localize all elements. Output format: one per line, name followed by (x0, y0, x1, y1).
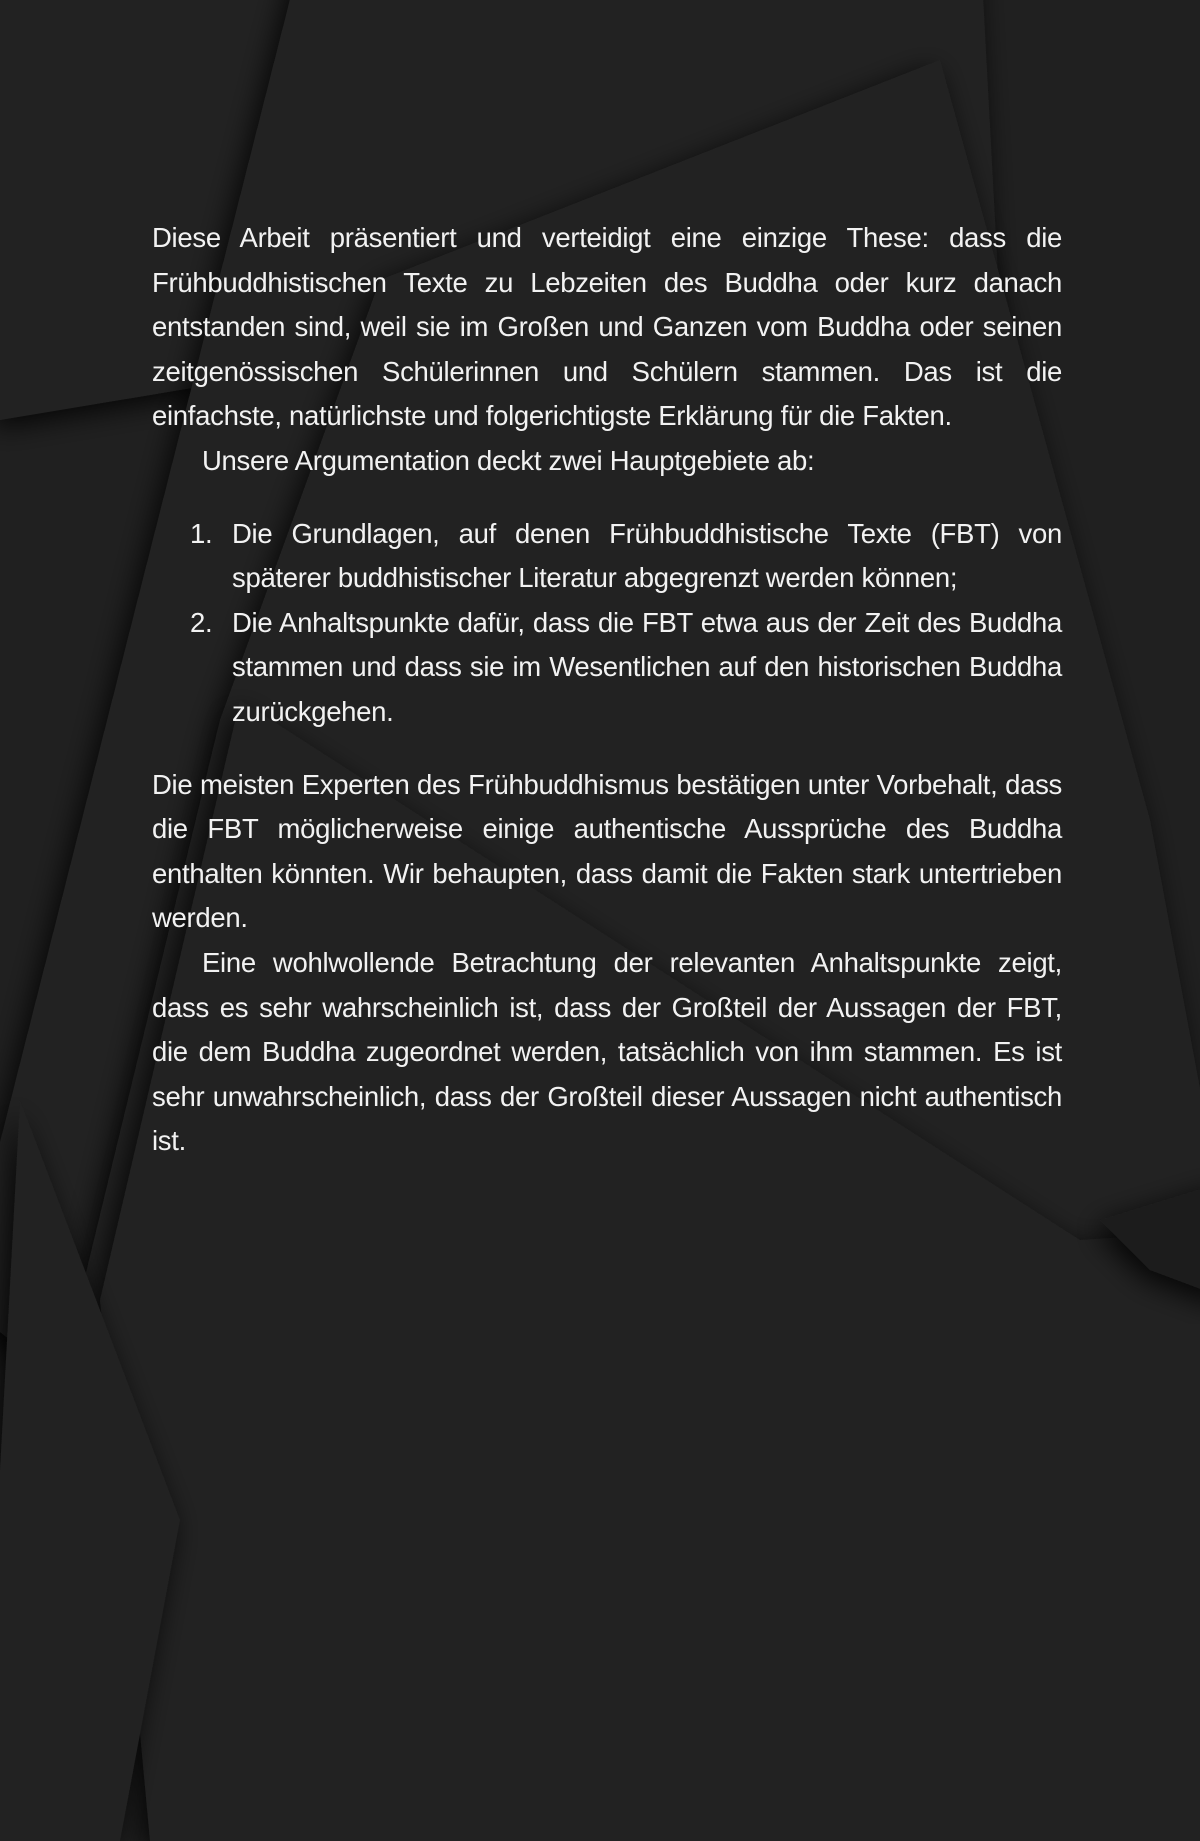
list-item (152, 512, 1062, 601)
list-item-text: Die Anhaltspunkte dafür, dass die FBT etwa aus der Zeit des Buddha stammen und dass sie im Wesentlichen auf den historischen Buddha zurückgehen. (232, 606, 1062, 727)
list-number: 2. (190, 606, 213, 638)
paragraph-thesis: Diese Arbeit präsentiert und verteidigt eine einzige These: dass die Frühbuddhistischen Texte zu Lebzeiten des Buddha oder kurz danach entstanden sind, weil sie im Großen und Ganzen vom Buddha oder seinen zeitgenössischen Schülerinnen und Schülern stammen. Das ist die einfachste, natürlichste und folgerichtigste Erklärung für die Fakten. (152, 222, 1062, 432)
paragraph-argument-intro: Unsere Argumentation deckt zwei Hauptgebiete ab: (202, 444, 815, 476)
paragraph-conclusion: Eine wohlwollende Betrachtung der relevanten Anhaltspunkte zeigt, dass es sehr wahrscheinlich ist, dass der Großteil der Aussagen der FBT, die dem Buddha zugeordnet werden, tatsächlich von ihm stammen. Es ist sehr unwahrscheinlich, dass der Großteil dieser Aussagen nicht authentisch ist. (152, 946, 1062, 1157)
document-body (152, 216, 1062, 1164)
list-item (152, 601, 1062, 735)
list-number: 1. (190, 517, 213, 549)
paragraph-experts: Die meisten Experten des Frühbuddhismus bestätigen unter Vorbehalt, dass die FBT möglicherweise einige authentische Aussprüche des Buddha enthalten könnten. Wir behaupten, dass damit die Fakten stark untertrieben werden. (152, 768, 1062, 934)
numbered-list (152, 512, 1062, 735)
list-item-text: Die Grundlagen, auf denen Frühbuddhistische Texte (FBT) von späterer buddhistischer Literatur abgegrenzt werden können; (232, 517, 1062, 594)
